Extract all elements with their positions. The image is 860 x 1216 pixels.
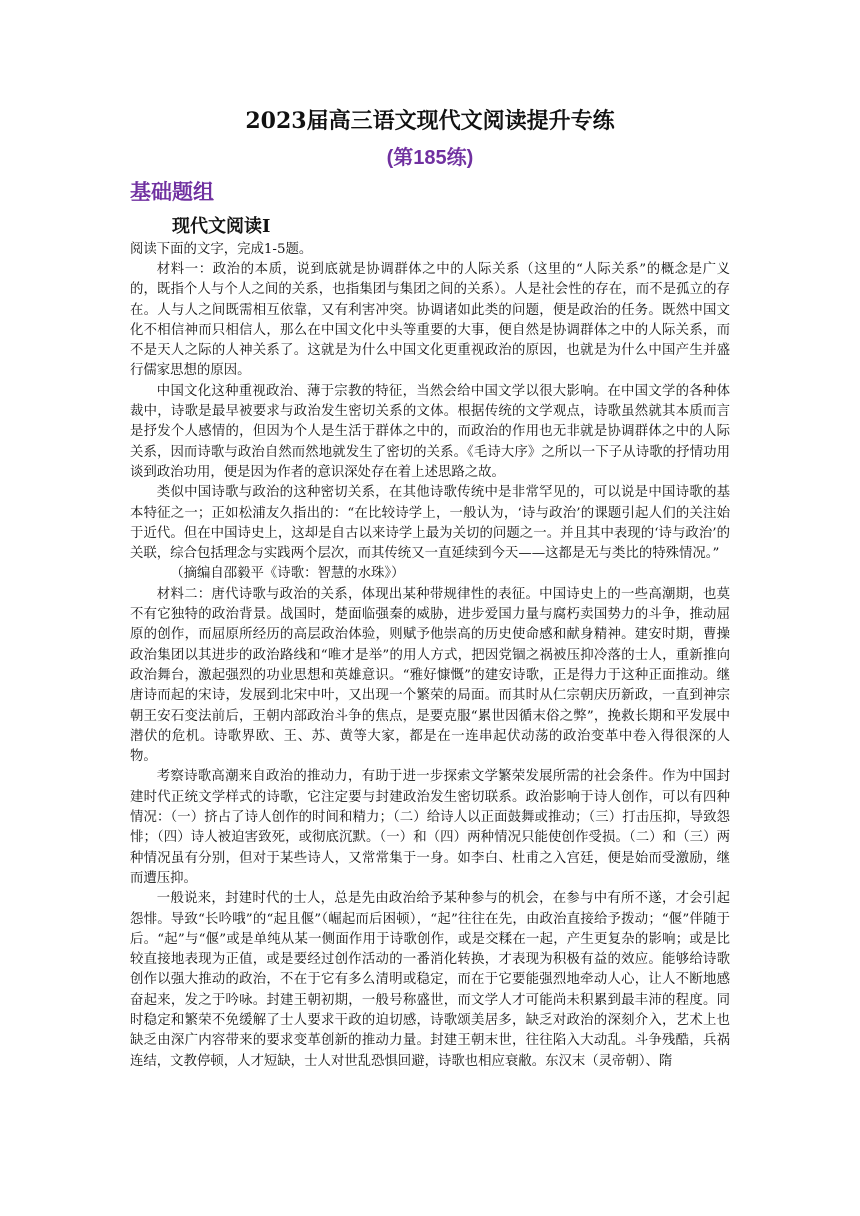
paragraph: 中国文化这种重视政治、薄于宗教的特征，当然会给中国文学以很大影响。在中国文学的各种体裁中，诗歌是最早被要求与政治发生密切关系的文体。根据传统的文学观点，诗歌虽然就其本质而言是抒发个人感情的，但因为个人是生活于群体之中的，而政治的作用也无非就是协调群体之中的人际关系，因而诗歌与政治自然而然地就发生了密切的关系。《毛诗大序》之所以一下子从诗歌的抒情功用谈到政治功用，便是因为作者的意识深处存在着上述思路之故。 <box>130 383 730 480</box>
page-title: 2023届高三语文现代文阅读提升专练 <box>245 108 615 134</box>
paragraph: 类似中国诗歌与政治的这种密切关系，在其他诗歌传统中是非常罕见的，可以说是中国诗歌的基本特征之一；正如松浦友久指出的：“在比较诗学上，一般认为，‘诗与政治’的课题引起人们的关注始于近代。但在中国诗史上，这却是自古以来诗学上最为关切的问题之一。并且其中表现的‘诗与政治’的关联，综合包括理念与实践两个层次，而其传统又一直延续到今天——这都是无与类比的特殊情况。” <box>130 485 730 562</box>
source-citation <box>130 564 730 584</box>
article-body <box>130 260 730 1072</box>
reading-heading: 现代文阅读Ⅰ <box>172 216 271 237</box>
source-citation-text: （摘编自邵毅平《诗歌：智慧的水珠》） <box>170 566 405 582</box>
section-heading: 基础题组 <box>130 181 214 204</box>
paragraph-material-1: 材料一：政治的本质，说到底就是协调群体之中的人际关系（这里的“人际关系”的概念是广义的，既指个人与个人之间的关系，也指集团与集团之间的关系）。人是社会性的存在，而不是孤立的存在。人与人之间既需相互依靠，又有利害冲突。协调诸如此类的问题，便是政治的任务。既然中国文化不相信神而只相信人，那么在中国文化中头等重要的大事，便自然是协调群体之中的人际关系，而不是天人之际的人神关系了。这就是为什么中国文化更重视政治的原因，也就是为什么中国产生并盛行儒家思想的原因。 <box>130 262 730 379</box>
paragraph-material-2: 材料二：唐代诗歌与政治的关系，体现出某种带规律性的表征。中国诗史上的一些高潮期，也莫不有它独特的政治背景。战国时，楚面临强秦的威胁，进步爱国力量与腐朽卖国势力的斗争，推动屈原的创作，而屈原所经历的高层政治体验，则赋予他崇高的历史使命感和献身精神。建安时期，曹操政治集团以其进步的政治路线和“唯才是举”的用人方式，把因党锢之祸被压抑冷落的士人，重新推向政治舞台，激起强烈的功业思想和英雄意识。“雅好慷慨”的建安诗歌，正是得力于这种正面推动。继唐诗而起的宋诗，发展到北宋中叶，又出现一个繁荣的局面。而其时从仁宗朝庆历新政，一直到神宗朝王安石变法前后，王朝内部政治斗争的焦点，是要克服“累世因循末俗之弊”，挽救长期和平发展中潜伏的危机。诗歌界欧、王、苏、黄等大家，都是在一连串起伏动荡的政治变革中卷入得很深的人物。 <box>130 586 730 765</box>
exercise-number: (第185练) <box>386 147 474 169</box>
instruction-text: 阅读下面的文字，完成1-5题。 <box>130 242 313 257</box>
paragraph: 一般说来，封建时代的士人，总是先由政治给予某种参与的机会，在参与中有所不遂，才会引起怨悱。导致“长吟哦”的“起且偃”（崛起而后困顿），“起”往往在先，由政治直接给予拨动；“偃”伴随于后。“起”与“偃”或是单纯从某一侧面作用于诗歌创作，或是交糅在一起，产生更复杂的影响；或是比较直接地表现为正值，或是要经过创作活动的一番消化转换，才表现为积极有益的效应。能够给诗歌创作以强大推动的政治，不在于它有多么清明或稳定，而在于它要能强烈地牵动人心，让人不断地感奋起来，发之于吟咏。封建王朝初期，一般号称盛世，而文学人才可能尚未积累到最丰沛的程度。同时稳定和繁荣不免缓解了士人要求干政的迫切感，诗歌颂美居多，缺乏对政治的深刻介入，艺术上也缺乏由深广内容带来的要求变革创新的推动力量。封建王朝末世，往往陷入大动乱。斗争残酷，兵祸连结，文教停顿，人才短缺，士人对世乱恐惧回避，诗歌也相应衰敝。东汉末（灵帝朝）、隋 <box>130 891 730 1069</box>
paragraph: 考察诗歌高潮来自政治的推动力，有助于进一步探索文学繁荣发展所需的社会条件。作为中国封建时代正统文学样式的诗歌，它注定要与封建政治发生密切联系。政治影响于诗人创作，可以有四种情况：（一）挤占了诗人创作的时间和精力；（二）给诗人以正面鼓舞或推动；（三）打击压抑，导致怨悱；（四）诗人被迫害致死，或彻底沉默。（一）和（四）两种情况只能使创作受损。（二）和（三）两种情况虽有分别，但对于某些诗人，又常常集于一身。如李白、杜甫之入宫廷，便是始而受激励，继而遭压抑。 <box>130 769 730 886</box>
